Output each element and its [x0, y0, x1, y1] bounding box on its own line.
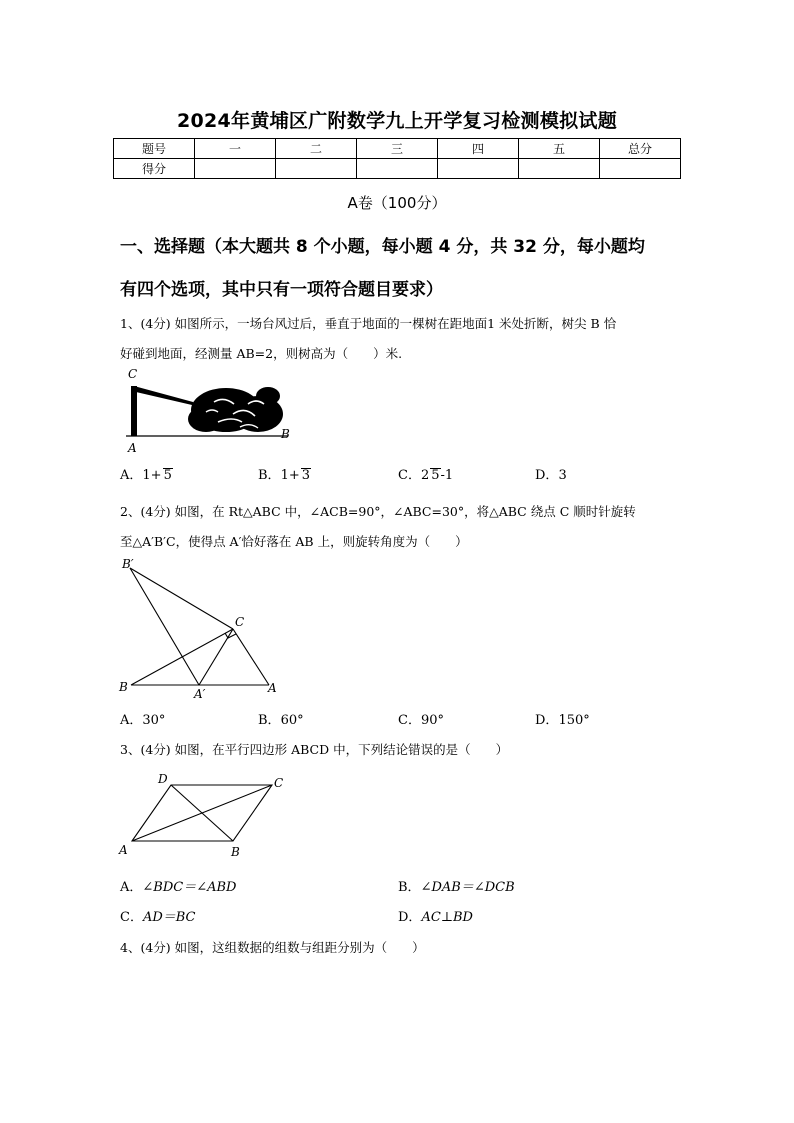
- q2-option-c-letter: C．: [398, 713, 421, 728]
- tree-trunk: [131, 386, 137, 436]
- q2-text-line1: 2、(4分) 如图，在 Rt△ABC 中，∠ACB=90°，∠ABC=30°，将△ABC 绕点 C 顺时针旋转: [120, 504, 636, 519]
- q2-label-b: B: [119, 680, 128, 694]
- score-cell: 总分: [600, 139, 681, 159]
- score-blank-cell: [600, 159, 681, 179]
- section-heading-line2: 有四个选项，其中只有一项符合题目要求）: [120, 280, 443, 300]
- score-blank-cell: [357, 159, 438, 179]
- q3-option-d-letter: D．: [398, 910, 422, 925]
- q2-option-d-letter: D．: [535, 713, 559, 728]
- q3-option-a-letter: A．: [120, 880, 143, 895]
- q3-parallelogram-figure: [114, 768, 294, 860]
- score-cell: 五: [519, 139, 600, 159]
- q3-option-b-value: ∠DAB＝∠DCB: [420, 880, 515, 895]
- segment-bp-c: [130, 568, 233, 629]
- q4-text-line1: 4、(4分) 如图，这组数据的组数与组距分别为（ ）: [120, 940, 425, 955]
- q1-option-d-value: 3: [558, 468, 567, 483]
- q3-option-c-letter: C．: [120, 910, 143, 925]
- diagonal-bd: [171, 785, 233, 841]
- q1-option-a-prefix: 1+: [142, 468, 162, 483]
- q2-label-bp: B′: [122, 557, 134, 571]
- q2-option-c[interactable]: [398, 709, 444, 728]
- score-cell: 题号: [114, 139, 195, 159]
- score-blank-cell: [438, 159, 519, 179]
- q3-option-d[interactable]: [398, 906, 473, 925]
- q2-label-ap: A′: [194, 687, 206, 701]
- q2-option-c-value: 90°: [420, 713, 444, 728]
- tree-crown: [188, 387, 283, 432]
- q1-option-a-radicand: 5: [163, 468, 172, 483]
- q1-label-a: A: [128, 441, 137, 455]
- q2-option-d-value: 150°: [558, 713, 590, 728]
- q1-option-b-letter: B．: [258, 468, 281, 483]
- q1-option-c-radicand: 5: [431, 468, 440, 483]
- q1-option-b[interactable]: [258, 464, 311, 483]
- q2-label-c: C: [235, 615, 245, 629]
- q1-label-c: C: [128, 367, 138, 381]
- score-table: [113, 138, 681, 179]
- score-cell: 一: [195, 139, 276, 159]
- q1-label-b: B: [281, 427, 290, 441]
- sqrt-icon: [301, 468, 311, 483]
- page-title: 2024年黄埔区广附数学九上开学复习检测模拟试题: [176, 110, 618, 132]
- q2-option-a-value: 30°: [142, 713, 166, 728]
- score-table-score-row: [114, 159, 681, 179]
- q1-option-d-letter: D．: [535, 468, 559, 483]
- q3-option-c[interactable]: [120, 906, 196, 925]
- q1-text-line1: 1、(4分) 如图所示，一场台风过后，垂直于地面的一棵树在距地面1 米处折断，树尖 B 恰: [120, 316, 617, 331]
- section-heading-line1: 一、选择题（本大题共 8 个小题，每小题 4 分，共 32 分，每小题均: [120, 237, 645, 257]
- q3-label-a: A: [119, 843, 128, 857]
- sqrt-icon: [163, 468, 173, 483]
- q1-option-a[interactable]: [120, 464, 173, 483]
- q3-text-line1: 3、(4分) 如图，在平行四边形 ABCD 中，下列结论错误的是（ ）: [120, 742, 509, 757]
- score-blank-cell: [195, 159, 276, 179]
- q2-option-d[interactable]: [535, 709, 590, 728]
- q2-triangle-figure: [114, 556, 294, 702]
- q1-option-c-prefix: 2: [420, 468, 430, 483]
- q1-text-line2: 好碰到地面，经测量 AB=2，则树高为（ ）米.: [120, 346, 403, 361]
- q1-option-b-radicand: 3: [301, 468, 311, 483]
- q3-label-d: D: [158, 772, 168, 786]
- q1-option-c-letter: C．: [398, 468, 421, 483]
- q2-text-line2: 至△A′B′C，使得点 A′恰好落在 AB 上，则旋转角度为（ ）: [120, 534, 468, 549]
- broken-trunk: [134, 386, 198, 408]
- segment-ca: [233, 629, 269, 685]
- q3-option-a-value: ∠BDC＝∠ABD: [142, 880, 237, 895]
- score-table-header-row: [114, 139, 681, 159]
- q1-option-c[interactable]: [398, 464, 453, 483]
- score-cell: 二: [276, 139, 357, 159]
- q1-option-b-prefix: 1+: [280, 468, 300, 483]
- sqrt-icon: [430, 468, 440, 483]
- q2-option-b[interactable]: [258, 709, 304, 728]
- score-blank-cell: [276, 159, 357, 179]
- q2-option-a[interactable]: [120, 709, 165, 728]
- q3-option-b[interactable]: [398, 876, 515, 895]
- q3-option-d-value: AC⊥BD: [421, 910, 473, 925]
- q3-option-b-letter: B．: [398, 880, 421, 895]
- segment-bp-ap: [130, 568, 199, 685]
- q2-label-a: A: [268, 681, 277, 695]
- score-cell: 三: [357, 139, 438, 159]
- q1-tree-figure: [118, 364, 300, 458]
- q1-option-d[interactable]: [535, 464, 567, 483]
- score-row-label: 得分: [114, 159, 195, 179]
- score-blank-cell: [519, 159, 600, 179]
- q1-option-a-letter: A．: [120, 468, 143, 483]
- q2-option-a-letter: A．: [120, 713, 143, 728]
- q2-option-b-letter: B．: [258, 713, 281, 728]
- q1-option-c-suffix: -1: [440, 468, 454, 483]
- q3-option-a[interactable]: [120, 876, 236, 895]
- paper-a-heading: A卷（100分）: [347, 194, 447, 212]
- q3-label-b: B: [231, 845, 240, 859]
- q3-label-c: C: [274, 776, 284, 790]
- q2-option-b-value: 60°: [280, 713, 304, 728]
- q3-option-c-value: AD＝BC: [142, 910, 196, 925]
- score-cell: 四: [438, 139, 519, 159]
